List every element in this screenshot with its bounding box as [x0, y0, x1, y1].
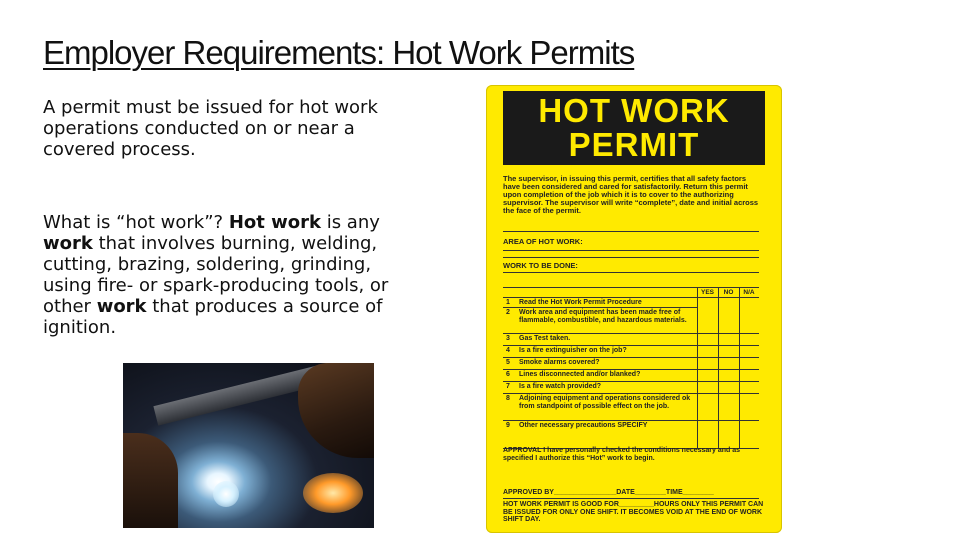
row-divider: [697, 393, 759, 394]
item-number: 4: [506, 347, 510, 354]
column-no: NO: [723, 289, 734, 296]
divider: [503, 231, 759, 232]
item-number: 1: [506, 299, 510, 306]
item-text: Other necessary precautions SPECIFY: [519, 422, 648, 429]
checklist-item: [503, 420, 697, 448]
item-number: 3: [506, 335, 510, 342]
definition-text: is any: [320, 212, 380, 233]
welder-figure: [123, 433, 178, 528]
column-divider: [697, 288, 698, 448]
definition-bold-term: work: [43, 233, 93, 254]
hot-work-definition-paragraph: [43, 212, 413, 338]
divider: [503, 498, 759, 499]
intro-paragraph: A permit must be issued for hot work operations conducted on or near a covered process.: [43, 97, 378, 160]
checklist-item: [503, 297, 697, 307]
item-number: 8: [506, 395, 510, 402]
row-divider: [697, 333, 759, 334]
divider: [503, 257, 759, 258]
item-number: 5: [506, 359, 510, 366]
welding-photo-image: [123, 363, 374, 528]
row-divider: [697, 297, 759, 298]
item-number: 7: [506, 383, 510, 390]
column-na: N/A: [743, 289, 755, 296]
item-text: Read the Hot Work Permit Procedure: [519, 299, 642, 306]
definition-text: that involves burning, welding, cutting, brazing, soldering, grinding, using fire- or spark-producing tools, or other: [43, 233, 389, 317]
permit-checklist: [503, 287, 759, 449]
item-number: 9: [506, 422, 510, 429]
permit-header-line1: HOT WORK: [538, 92, 730, 129]
column-divider: [718, 288, 719, 448]
work-to-be-done-field: WORK TO BE DONE:: [503, 261, 759, 273]
checklist-item: [503, 307, 697, 334]
item-text: Gas Test taken.: [519, 335, 571, 342]
item-text: Lines disconnected and/or blanked?: [519, 371, 641, 378]
item-text: Smoke alarms covered?: [519, 359, 600, 366]
hot-work-permit-sign-image: [486, 85, 782, 533]
column-yes: YES: [700, 289, 714, 296]
definition-bold-term: Hot work: [228, 212, 321, 233]
column-divider: [739, 288, 740, 448]
item-text: Is a fire watch provided?: [519, 383, 602, 390]
item-number: 2: [506, 309, 510, 316]
definition-text: What is “hot work”?: [43, 212, 229, 233]
definition-bold-term: work: [96, 296, 147, 317]
permit-footer-text: HOT WORK PERMIT IS GOOD FOR_________HOURS ONLY THIS PERMIT CAN BE ISSUED FOR ONLY ONE SHIFT. IT BECOMES VOID AT THE END OF WORK SHIFT DAY.: [503, 501, 764, 523]
welder-figure: [298, 363, 374, 458]
area-of-hot-work-field: AREA OF HOT WORK:: [503, 237, 759, 251]
checklist-item: [503, 393, 697, 421]
item-text: Is a fire extinguisher on the job?: [519, 347, 627, 354]
item-number: 6: [506, 371, 510, 378]
row-divider: [697, 369, 759, 370]
row-divider: [697, 381, 759, 382]
welding-glow: [303, 473, 363, 513]
slide-title: Employer Requirements: Hot Work Permits: [43, 34, 635, 71]
item-text: Work area and equipment has been made free of flammable, combustible, and hazardous materials.: [519, 309, 687, 324]
row-divider: [697, 345, 759, 346]
permit-header: [503, 91, 765, 165]
row-divider: [697, 420, 759, 421]
row-divider: [697, 357, 759, 358]
approved-by-line: APPROVED BY________________DATE________TIME________: [503, 489, 714, 496]
welding-spark: [213, 481, 239, 507]
permit-header-line2: PERMIT: [568, 126, 700, 163]
approval-text: APPROVAL I have personally checked the conditions necessary and as specified I authorize this “Hot” work to begin.: [503, 447, 741, 462]
definition-text: that produces a source of ignition.: [43, 296, 383, 338]
permit-intro-text: The supervisor, in issuing this permit, certifies that all safety factors have been considered and cared for satisfactorily. Return this permit upon completion of the job which it is to cover to the authorizing supervisor. The supervisor will write “complete”, date and initial across the face of the permit.: [503, 174, 759, 215]
item-text: Adjoining equipment and operations considered ok from standpoint of possible effect on the job.: [519, 395, 691, 410]
